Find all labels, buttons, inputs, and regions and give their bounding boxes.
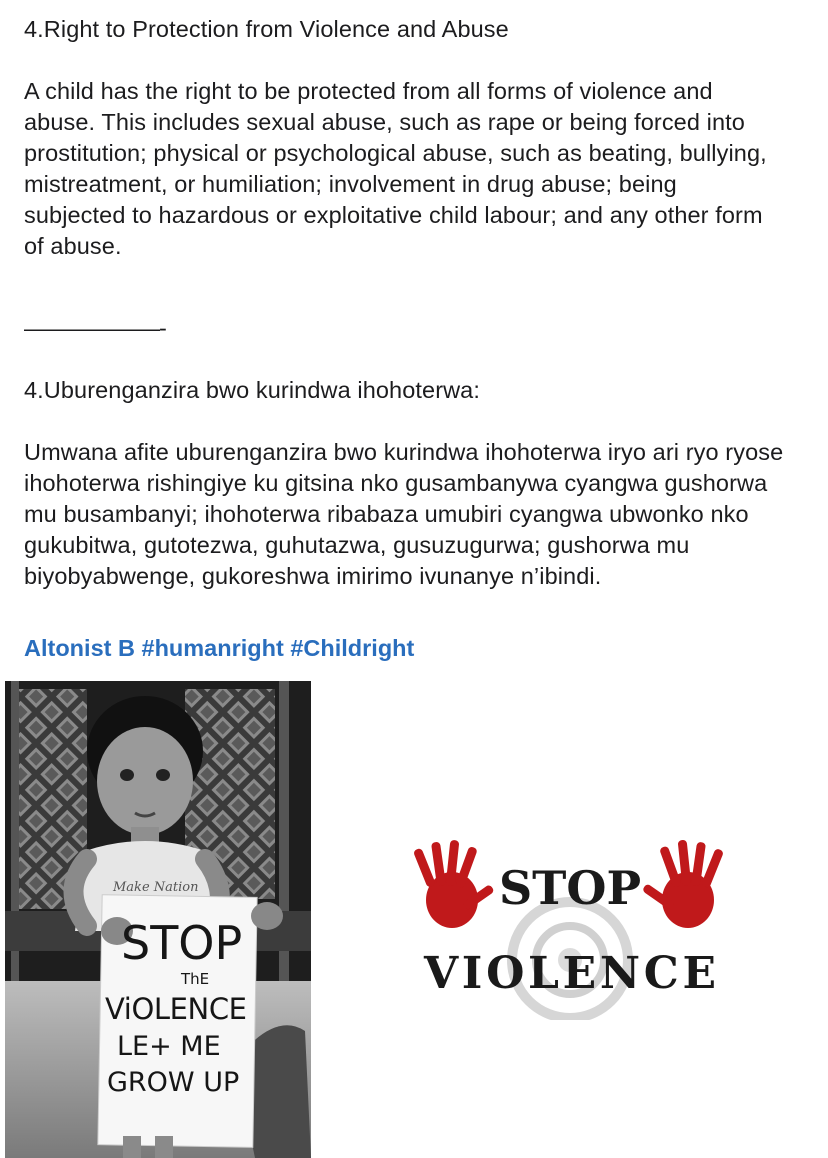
sign-line-3: ViOLENCE	[105, 992, 247, 1026]
author-link[interactable]: Altonist B	[24, 635, 135, 661]
body-english: A child has the right to be protected from all forms of violence and abuse. This includes sexual abuse, such as rape or being forced into prostitution; physical or psychological abuse, such as beating, bullying, mistreatment, or humiliation; involvement in drug abuse; being subjected to hazardous or exploitative child labour; and any other form of abuse.	[24, 78, 774, 259]
stop-violence-illustration	[410, 840, 728, 1020]
sign-line-1: STOP	[121, 916, 243, 970]
sign-line-2: ThE	[181, 970, 210, 988]
logo-stop-text: STOP	[498, 861, 642, 915]
shirt-text: Make Nation	[113, 880, 199, 895]
heading-kinyarwanda: 4.Uburenganzira bwo kurindwa ihohoterwa:	[24, 377, 480, 403]
child-with-sign-photo[interactable]	[5, 681, 311, 1158]
hashtag-childright[interactable]: #Childright	[290, 635, 415, 661]
hashtag-humanright[interactable]: #humanright	[141, 635, 284, 661]
right-red-hand-icon	[642, 840, 724, 928]
body-kinyarwanda: Umwana afite uburenganzira bwo kurindwa ihohoterwa iryo ari ryo ryose ihohoterwa rishingiye ku gitsina nko gusambanywa cyangwa gushorwa mu busambanyi; ihohoterwa ribabaza umubiri cyangwa ubwonko nko gukubitwa, gutotezwa, guhutazwa, gusuzugurwa; gushorwa mu biyobyabwenge, gukoreshwa imirimo ivunanye n’ibindi.	[24, 439, 790, 589]
sign-line-5: GROW UP	[107, 1067, 240, 1098]
author-hashtags	[24, 635, 414, 662]
post-text	[24, 14, 814, 592]
stop-violence-logo[interactable]	[410, 840, 728, 1020]
sign-line-4: LE+ ME	[117, 1031, 221, 1062]
child-photo-illustration	[5, 681, 311, 1158]
divider: ——————-	[24, 315, 166, 341]
left-red-hand-icon	[413, 840, 495, 928]
heading-english: 4.Right to Protection from Violence and Abuse	[24, 16, 509, 42]
logo-violence-text: VIOLENCE	[424, 948, 716, 999]
